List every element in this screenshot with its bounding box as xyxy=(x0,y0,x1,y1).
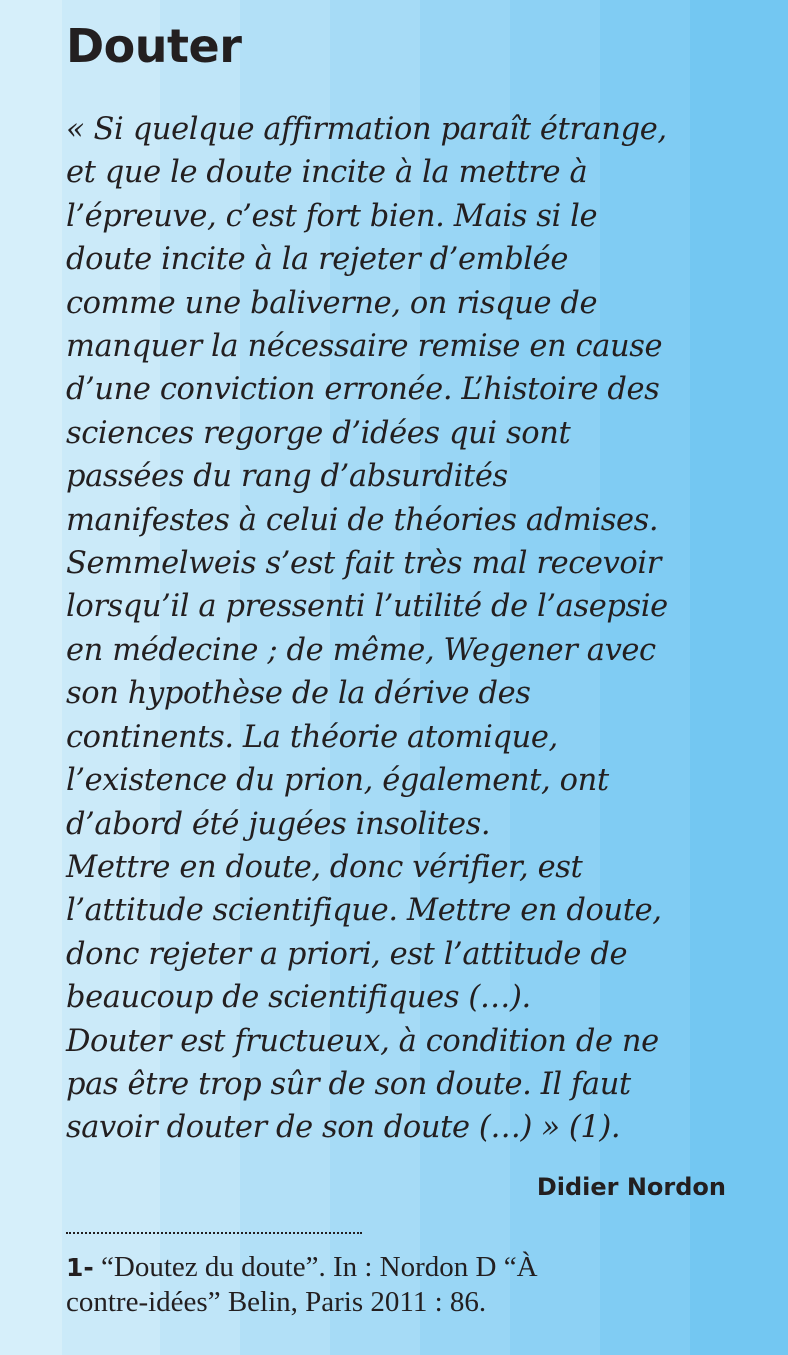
quote-line: beaucoup de scientifiques (…). xyxy=(66,980,531,1016)
quote-line: « Si quelque affirmation paraît étrange, xyxy=(66,112,667,147)
quote-line: doute incite à la rejeter d’emblée xyxy=(66,242,568,278)
quote-line: sciences regorge d’idées qui sont xyxy=(66,415,571,451)
footnote-line-1 xyxy=(66,1250,746,1285)
quote-line: l’attitude scientifique. Mettre en doute, xyxy=(66,893,662,929)
footnote-number: 1- xyxy=(66,1253,94,1282)
quote-line: en médecine ; de même, Wegener avec xyxy=(66,632,656,668)
quote-line: l’épreuve, c’est fort bien. Mais si le xyxy=(66,198,598,234)
quote-line: d’abord été jugées insolites. xyxy=(66,806,491,842)
quote-line: d’une conviction erronée. L’histoire des xyxy=(66,372,660,408)
quote-line: son hypothèse de la dérive des xyxy=(66,676,531,712)
quote-line: Semmelweis s’est fait très mal recevoir xyxy=(66,546,661,582)
quote-line: l’existence du prion, également, ont xyxy=(66,763,609,799)
quote-line: manquer la nécessaire remise en cause xyxy=(66,329,663,365)
quote-line: continents. La théorie atomique, xyxy=(66,719,558,755)
quote-text xyxy=(66,108,746,1150)
footnote xyxy=(66,1250,746,1319)
quote-line: passées du rang d’absurdités xyxy=(66,459,508,495)
quote-line: lorsqu’il a pressenti l’utilité de l’asepsie xyxy=(66,589,668,625)
footnote-line-2: contre-idées” Belin, Paris 2011 : 86. xyxy=(66,1286,487,1318)
quote-line: comme une baliverne, on risque de xyxy=(66,285,598,321)
quote-line: et que le doute incite à la mettre à xyxy=(66,155,588,191)
quote-line: manifestes à celui de théories admises. xyxy=(66,502,659,538)
quote-line: Douter est fructueux, à condition de ne xyxy=(66,1023,659,1059)
quote-line: pas être trop sûr de son doute. Il faut xyxy=(66,1066,631,1102)
quote-line: savoir douter de son doute (…) » (1). xyxy=(66,1110,621,1146)
footnote-citation-start: “Doutez du doute”. In : Nordon D “À xyxy=(101,1251,538,1283)
author-signature: Didier Nordon xyxy=(536,1173,726,1201)
article-title: Douter xyxy=(66,19,242,73)
footnote-divider xyxy=(66,1232,362,1234)
quote-line: donc rejeter a priori, est l’attitude de xyxy=(66,936,628,972)
quote-line: Mettre en doute, donc vérifier, est xyxy=(66,849,583,885)
